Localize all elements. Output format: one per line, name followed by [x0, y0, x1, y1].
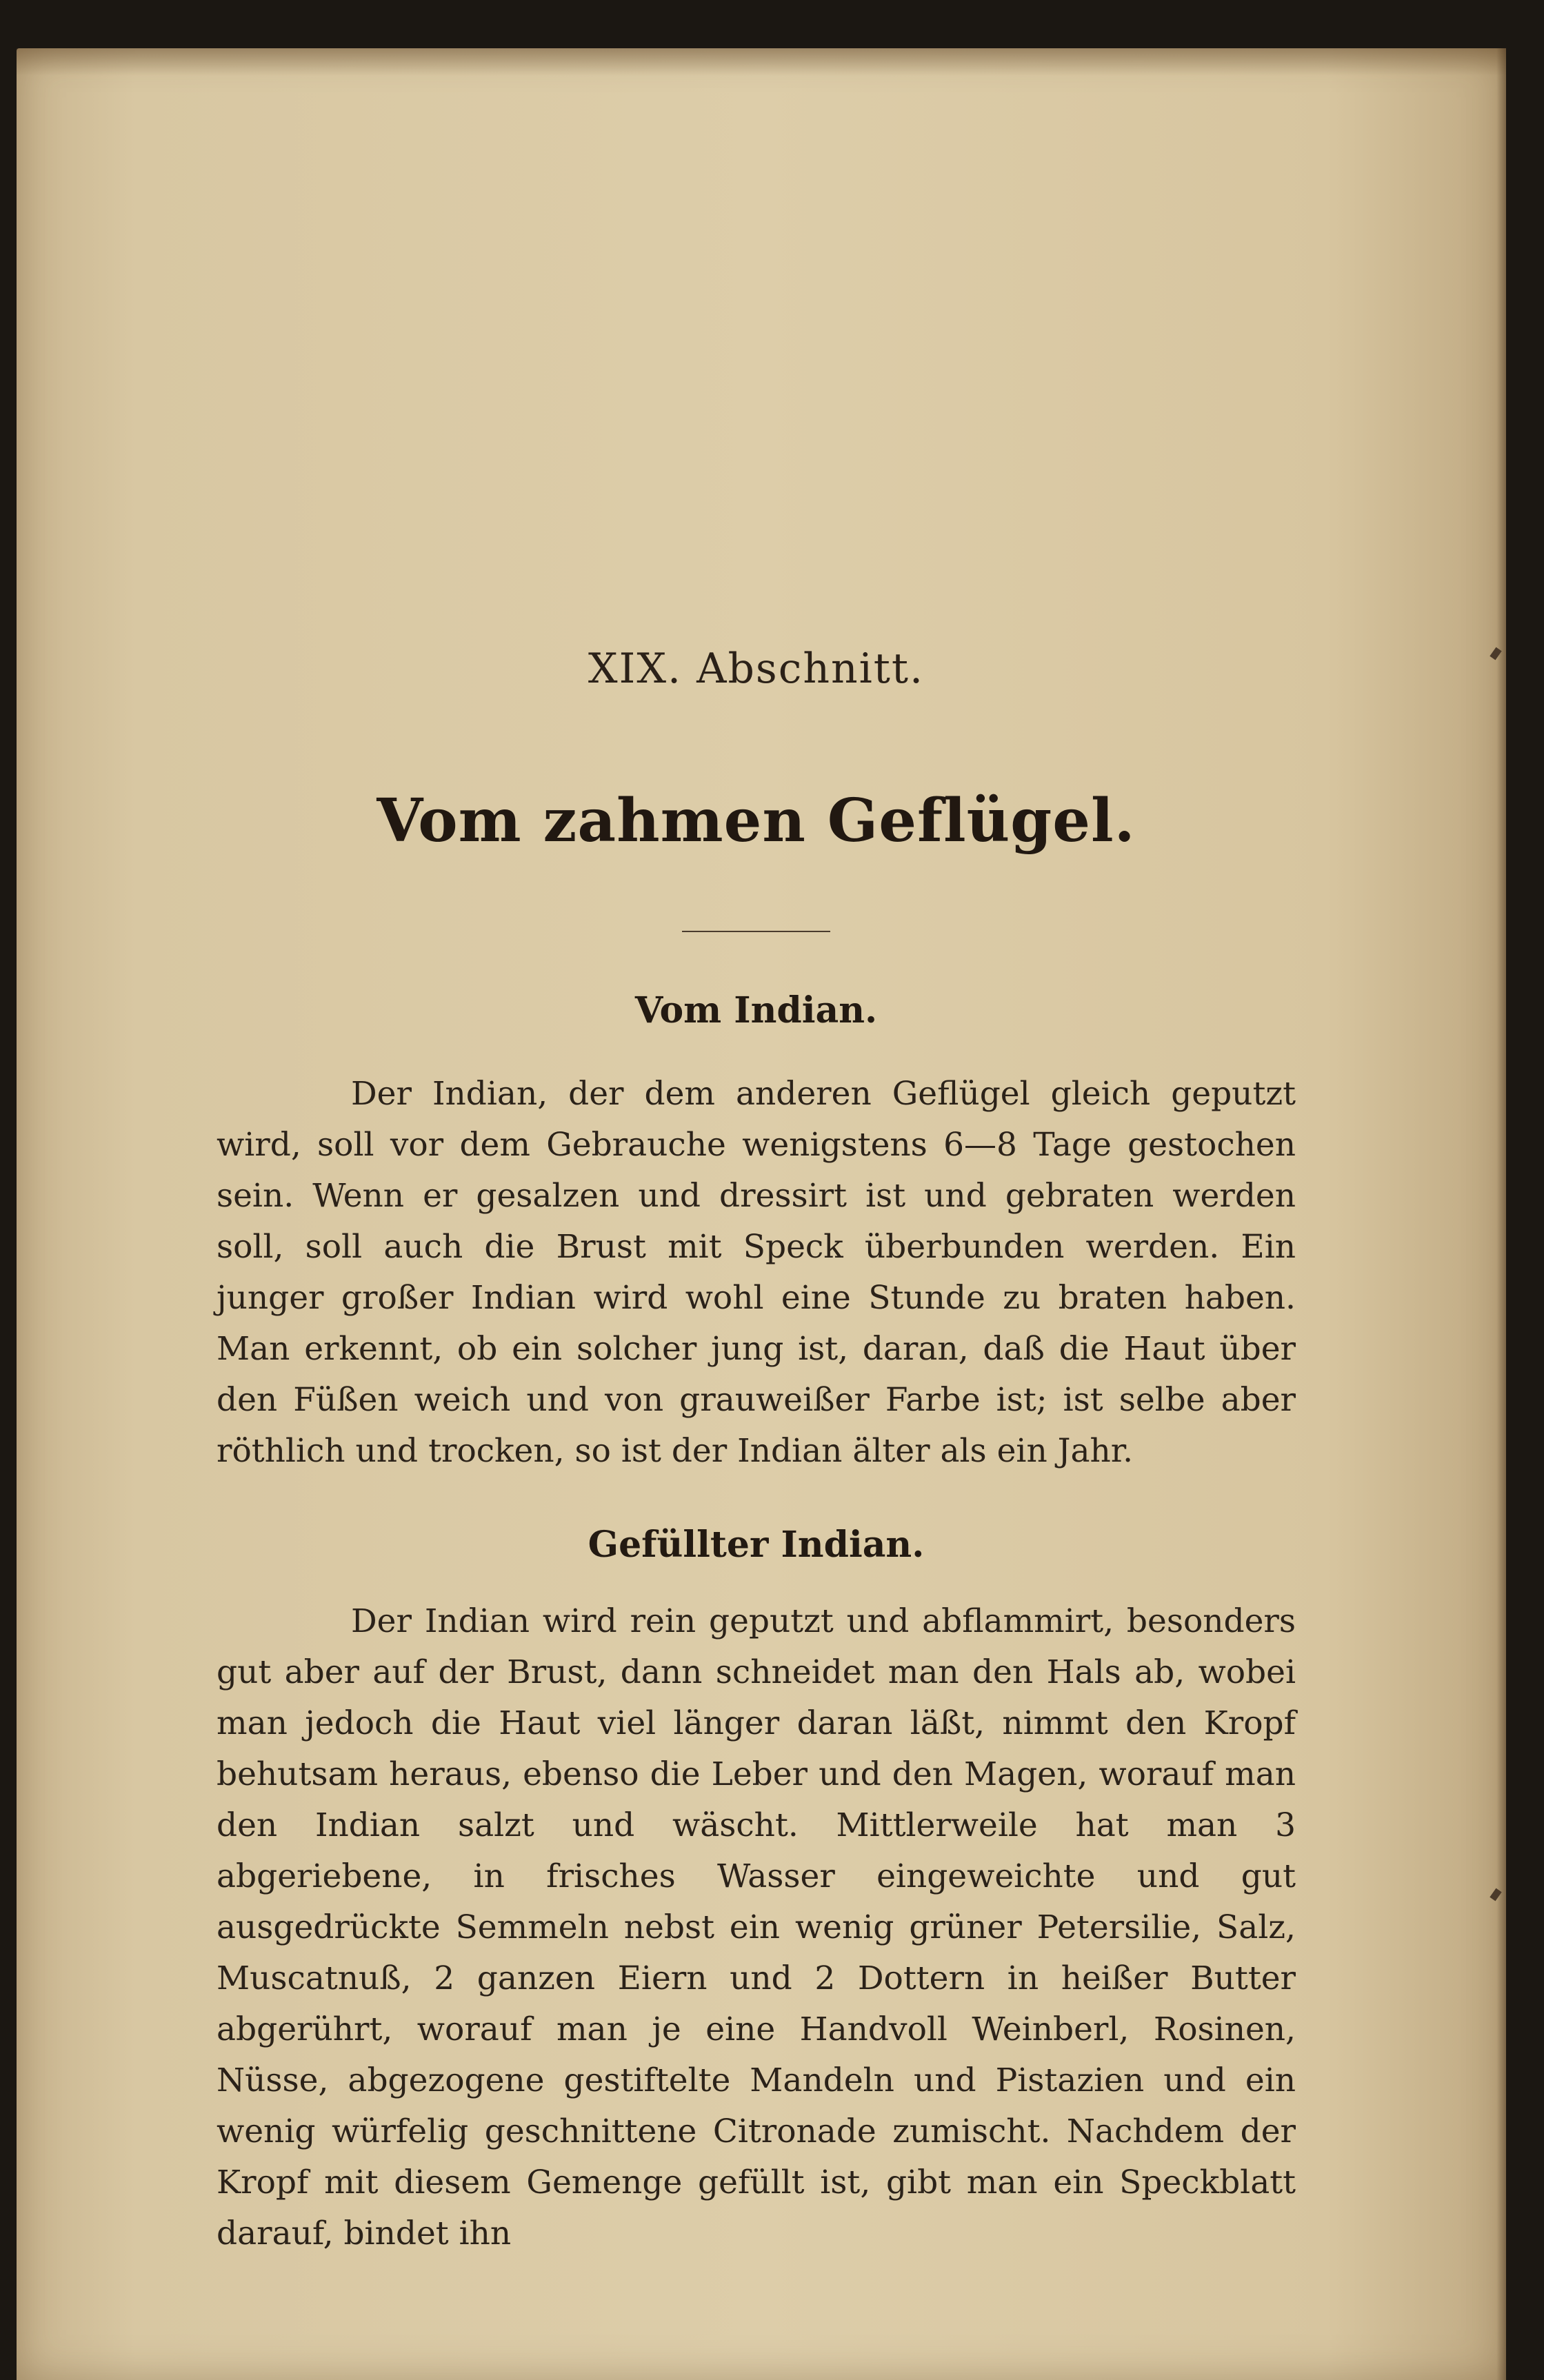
page-gutter-edge	[1496, 48, 1506, 2380]
recipe-text-indian: Der Indian, der dem anderen Geflügel gleich geputzt wird, soll vor dem Gebrauche wenigstens 6—8 Tage gestochen sein. Wenn er gesalzen und dressirt ist und gebraten werden soll, soll auch die Brust mit Speck überbunden werden. Ein junger großer Indian wird wohl eine Stunde zu braten haben. Man erkennt, ob ein solcher jung ist, daran, daß die Haut über den Füßen weich und von grauweißer Farbe ist; ist selbe aber röthlich und trocken, so ist der Indian älter als ein Jahr.	[217, 1075, 1296, 1470]
title-divider	[682, 931, 830, 932]
recipe-text-gefuellter-indian: Der Indian wird rein geputzt und abflammirt, besonders gut aber auf der Brust, dann schneidet man den Hals ab, wobei man jedoch die Haut viel länger daran läßt, nimmt den Kropf behutsam heraus, ebenso die Leber und den Magen, worauf man den Indian salzt und wäscht. Mittlerweile hat man 3 abgeriebene, in frisches Wasser eingeweichte und gut ausgedrückte Semmeln nebst ein wenig grüner Petersilie, Salz, Muscatnuß, 2 ganzen Eiern und 2 Dottern in heißer Butter abgerührt, worauf man je eine Handvoll Weinberl, Rosinen, Nüsse, abgezogene gestiftelte Mandeln und Pistazien und ein wenig würfelig geschnittene Citronade zumischt. Nachdem der Kropf mit diesem Gemenge gefüllt ist, gibt man ein Speckblatt darauf, bindet ihn	[217, 1602, 1296, 2252]
book-page	[17, 48, 1506, 2380]
section-label: XIX. Abschnitt.	[588, 645, 925, 693]
recipe-heading-gefuellter-indian: Gefüllter Indian.	[588, 1524, 925, 1566]
recipe-heading-indian: Vom Indian.	[634, 989, 878, 1031]
chapter-title: Vom zahmen Geflügel.	[377, 786, 1136, 856]
page-top-shadow	[17, 48, 1506, 76]
